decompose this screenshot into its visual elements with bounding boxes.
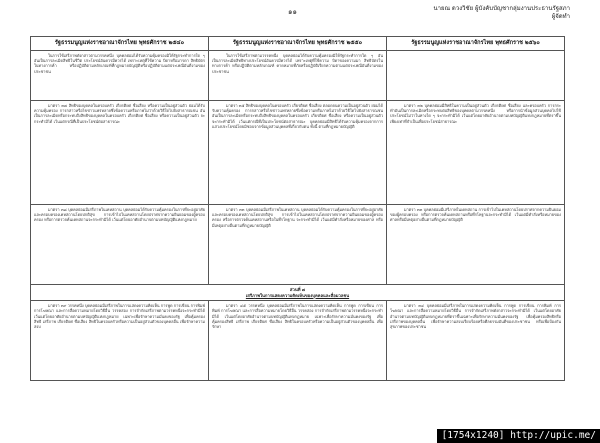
column-header: รัฐธรรมนูญแห่งราชอาณาจักรไทย พุทธศักราช ๒๕๔๐ xyxy=(31,37,209,51)
page-number: ๑๑ xyxy=(288,8,297,16)
table-cell xyxy=(387,205,565,285)
comparison-table xyxy=(30,36,565,381)
watermark-badge: [1754x1240] http://upic.me/ xyxy=(437,429,600,443)
column-header: รัฐธรรมนูญแห่งราชอาณาจักรไทย พุทธศักราช ๒๕๕๐ xyxy=(209,37,387,51)
cell-text: ในการใช้เสรีภาพตามวรรคหนึ่ง บุคคลย่อมได้รับความคุ้มครองมิให้รัฐกระทำการใด ๆ อันเป็นการละเมิดสิทธิทางประโยชน์อันควรมีควรได้ เพราะเหตุที่ใช้ความ บิดาของความมา สิทธิบัตรในทางการค้า หรือปฏิบัติตามหลักเกณฑ์ คาดหมายที่ภัยหรือปฏิบัติเรียกความตามแต่ประเพณีอันดีงามของประชาชน xyxy=(212,53,383,74)
cell-text: มาตรา ๓๓ บุคคลย่อมมีเสรีภาพในเคหสถาน การเข้าไปในเคหสถานโดยปราศจากความยินยอมของผู้ครอบครอง หรือการตรวจค้นเคหสถานหรือที่รโหฐานจะกระทำมิได้ เว้นแต่มีคำสั่งหรือหมายของศาลหรือมีเหตุอย่างอื่นตามที่กฎหมายบัญญัติ xyxy=(390,207,561,223)
cell-text: มาตรา ๓๔ บุคคลย่อมมีเสรีภาพในการแสดงความคิดเห็น การพูด การเขียน การพิมพ์ การโฆษณา และการสื่อความหมายโดยวิธีอื่น การจำกัดเสรีภาพดังกล่าวจะกระทำมิได้ เว้นแต่โดยอาศัยอำนาจตามบทบัญญัติแห่งกฎหมายที่ตราขึ้นเฉพาะเพื่อรักษาความมั่นคงของรัฐ เพื่อคุ้มครองสิทธิหรือเสรีภาพของบุคคลอื่น เพื่อรักษาความสงบเรียบร้อยหรือศีลธรรมอันดีของประชาชน หรือเพื่อป้องกันสุขภาพของประชาชน xyxy=(390,303,561,329)
table-row xyxy=(31,205,565,285)
cell-text: ในการใช้เสรีภาพดังกล่าวตามวรรคหนึ่ง บุคคลย่อมได้รับความคุ้มครองมิให้รัฐกระทำการใด ๆ อันเป็นการละเมิดสิทธิในชีวิต ประโยชน์อันควรมีควรได้ เพราะเหตุที่ใช้ความ บิดาหรือมารดา สิทธิบัตรในทางการค้า หรือปฏิบัติตามหลักเกณฑ์ที่กฎหมายบัญญัติหรือปฏิบัติตามแต่ประเพณีอันดีงามของประชาชน xyxy=(34,53,205,74)
cell-text: มาตรา ๓๕ สิทธิของบุคคลในครอบครัว เกียรติยศ ชื่อเสียง ตลอดจนความเป็นอยู่ส่วนตัว ย่อมได้รับความคุ้มครอง การกล่าวหรือไขข่าวแพร่หลายซึ่งข้อความหรือภาพไม่ว่าด้วยวิธีใดไปยังสาธารณชน อันเป็นการละเมิดหรือกระทบถึงสิทธิของบุคคลในครอบครัว เกียรติยศ ชื่อเสียง หรือความเป็นอยู่ส่วนตัว จะกระทำมิได้ เว้นแต่กรณีที่เป็นประโยชน์ต่อสาธารณะ บุคคลย่อมมีสิทธิได้รับความคุ้มครองจากการแสวงประโยชน์โดยมิชอบจากข้อมูลส่วนบุคคลที่เกี่ยวกับตน ทั้งนี้ ตามที่กฎหมายบัญญัติ xyxy=(212,103,383,129)
author-header xyxy=(433,5,570,21)
table-cell xyxy=(31,51,209,101)
column-header: รัฐธรรมนูญแห่งราชอาณาจักรไทย พุทธศักราช ๒๕๖๐ xyxy=(387,37,565,51)
table-cell xyxy=(209,301,387,381)
cell-text: มาตรา ๓๘ บุคคลย่อมมีเสรีภาพในเคหสถาน บุคคลย่อมได้รับความคุ้มครองในการที่จะอยู่อาศัยและครอบครองเคหสถานโดยปกติสุข การเข้าไปในเคหสถานโดยปราศจากความยินยอมของผู้ครอบครอง หรือการตรวจค้นเคหสถานจะกระทำมิได้ เว้นแต่โดยอาศัยอำนาจตามบทบัญญัติแห่งกฎหมาย xyxy=(34,207,205,223)
table-cell xyxy=(387,101,565,205)
cell-text: มาตรา ๓๙ วรรคหนึ่ง บุคคลย่อมมีเสรีภาพในการแสดงความคิดเห็น การพูด การเขียน การพิมพ์ การโฆษณา และการสื่อความหมายโดยวิธีอื่น วรรคสอง การจำกัดเสรีภาพตามวรรคหนึ่งจะกระทำมิได้ เว้นแต่โดยอาศัยอำนาจตามบทบัญญัติแห่งกฎหมาย เฉพาะเพื่อรักษาความมั่นคงของรัฐ เพื่อคุ้มครองสิทธิ เสรีภาพ เกียรติยศ ชื่อเสียง สิทธิในครอบครัวหรือความเป็นอยู่ส่วนตัวของบุคคลอื่น เพื่อรักษาความสงบ xyxy=(34,303,205,329)
table-row xyxy=(31,51,565,101)
section-row xyxy=(31,285,565,301)
table-cell xyxy=(387,51,565,101)
author-line: นายณ ดวงวิชัย ผู้บังคับบัญชากลุ่มงานประธานรัฐสภา xyxy=(433,5,570,12)
table-cell xyxy=(31,301,209,381)
table-cell xyxy=(31,101,209,205)
table-header-row xyxy=(31,37,565,51)
table-row xyxy=(31,301,565,381)
table-cell xyxy=(209,205,387,285)
table-cell xyxy=(387,301,565,381)
section-heading xyxy=(31,285,565,301)
table-cell xyxy=(209,51,387,101)
table-cell xyxy=(209,101,387,205)
cell-text: มาตรา ๔๕ วรรคหนึ่ง บุคคลย่อมมีเสรีภาพในการแสดงความคิดเห็น การพูด การเขียน การพิมพ์ การโฆษณา และการสื่อความหมายโดยวิธีอื่น วรรคสอง การจำกัดเสรีภาพตามวรรคหนึ่งจะกระทำมิได้ เว้นแต่โดยอาศัยอำนาจตามบทบัญญัติแห่งกฎหมาย เฉพาะเพื่อรักษาความมั่นคงของรัฐ เพื่อคุ้มครองสิทธิ เสรีภาพ เกียรติยศ ชื่อเสียง สิทธิในครอบครัวหรือความเป็นอยู่ส่วนตัวของบุคคลอื่น เพื่อรักษา xyxy=(212,303,383,329)
table-row xyxy=(31,101,565,205)
section-number: ส่วนที่ ๗ xyxy=(289,287,306,292)
cell-text: มาตรา ๓๗ สิทธิของบุคคลในครอบครัว เกียรติยศ ชื่อเสียง หรือความเป็นอยู่ส่วนตัว ย่อมได้รับความคุ้มครอง การกล่าวหรือไขข่าวแพร่หลายซึ่งข้อความหรือภาพไม่ว่าด้วยวิธีใดไปยังสาธารณชน อันเป็นการละเมิดหรือกระทบถึงสิทธิของบุคคลในครอบครัว เกียรติยศ ชื่อเสียง หรือความเป็นอยู่ส่วนตัว จะกระทำมิได้ เว้นแต่กรณีที่เป็นประโยชน์ต่อสาธารณะ xyxy=(34,103,205,124)
author-role: ผู้จัดทำ xyxy=(551,13,570,20)
cell-text: มาตรา ๓๓ บุคคลย่อมมีเสรีภาพในเคหสถาน บุคคลย่อมได้รับความคุ้มครองในการที่จะอยู่อาศัยและครอบครองเคหสถานโดยปกติสุข การเข้าไปในเคหสถานโดยปราศจากความยินยอมของผู้ครอบครอง หรือการตรวจค้นเคหสถานหรือในที่รโหฐาน จะกระทำมิได้ เว้นแต่มีคำสั่งหรือหมายของศาล หรือมีเหตุอย่างอื่นตามที่กฎหมายบัญญัติ xyxy=(212,207,383,228)
cell-text: มาตรา ๓๒ บุคคลย่อมมีสิทธิในความเป็นอยู่ส่วนตัว เกียรติยศ ชื่อเสียง และครอบครัว การกระทำอันเป็นการละเมิดหรือกระทบต่อสิทธิของบุคคลตามวรรคหนึ่ง หรือการนำข้อมูลส่วนบุคคลไปใช้ประโยชน์ไม่ว่าในทางใด ๆ จะกระทำมิได้ เว้นแต่โดยอาศัยอำนาจตามบทบัญญัติแห่งกฎหมายที่ตราขึ้นเพียงเท่าที่จำเป็นเพื่อประโยชน์สาธารณะ xyxy=(390,103,561,124)
section-title: เสรีภาพในการแสดงความคิดเห็นของบุคคลและสื่อมวลชน xyxy=(245,292,350,298)
table-cell xyxy=(31,205,209,285)
